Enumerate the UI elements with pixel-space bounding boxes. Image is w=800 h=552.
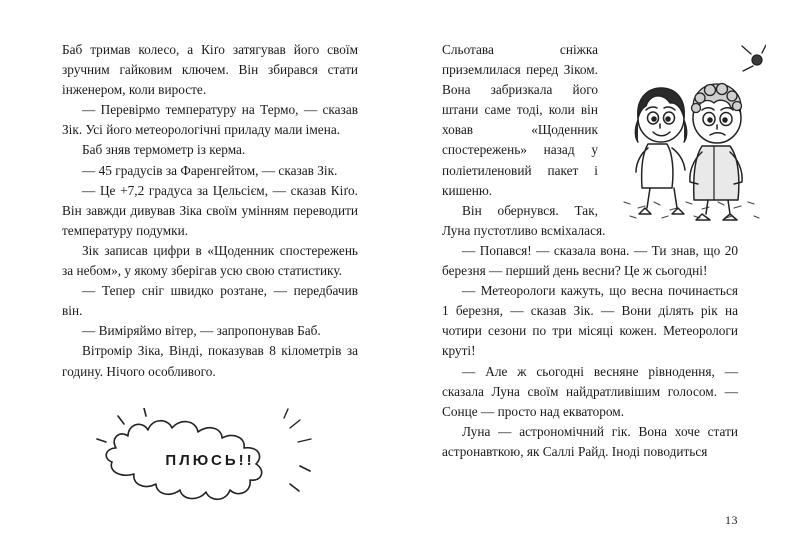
paragraph: — 45 градусів за Фаренгейтом, — сказав Зік. — [82, 162, 338, 178]
page-number: 13 — [725, 513, 738, 527]
paragraph: Луна — астрономічний гік. Вона хоче стати астронавткою, як Саллі Райд. Іноді поводиться — [442, 423, 738, 459]
paragraph: — Тепер сніг швидко розтане, — передбачив він. — [62, 283, 358, 319]
right-page — [400, 0, 800, 552]
paragraph: Сльотава сніжка приземлилася перед Зіком. Вона забризкала його штани саме тоді, коли він ховав «Щоденник спостережень» назад у поліетиленовий пакет і кишеню. — [442, 42, 598, 198]
left-page-text — [62, 40, 358, 382]
characters-illustration — [618, 26, 766, 226]
paragraph: — Це +7,2 градуса за Цельсієм, — сказав Кіґо. Він завжди дивував Зіка своїм умінням переводити температуру подумки. — [62, 182, 358, 238]
paragraph: Він обернувся. Так, Луна пустотливо всміхалася. — [442, 202, 606, 238]
paragraph: Баб тримав колесо, а Кіґо затягував його своїм зручним гайковим ключем. Він збирався стати інженером, коли виросте. — [62, 42, 358, 98]
splash-text: ПЛЮСЬ!! — [165, 451, 255, 469]
paragraph: — Але ж сьогодні веснянe рівнодення, — сказала Луна своїм найдратливішим голосом. — Сонце — просто над екватором. — [442, 363, 738, 419]
paragraph: — Перевірмо температуру на Термо, — сказав Зік. Усі його метеорологічні приладу мали імена. — [62, 102, 358, 138]
splash-illustration — [94, 408, 326, 504]
paragraph: Баб зняв термометр із керма. — [82, 142, 246, 158]
paragraph: — Виміряймо вітер, — запропонував Баб. — [82, 323, 321, 339]
paragraph: — Попався! — сказала вона. — Ти знав, що 20 березня — перший день весни? Це ж сьогодні! — [442, 242, 738, 279]
paragraph: — Метеорологи кажуть, що весна починається 1 березня, — сказав Зік. — Вони ділять рік на чотири сезони по три місяці кожен. Метеорологи круті! — [442, 283, 738, 359]
paragraph: Вітромір Зіка, Вінді, показував 8 кілометрів за годину. Нічого особливого. — [62, 343, 358, 379]
paragraph: Зік записав цифри в «Щоденник спостережень за небом», у якому зберігав усю свою статистику. — [62, 242, 358, 279]
